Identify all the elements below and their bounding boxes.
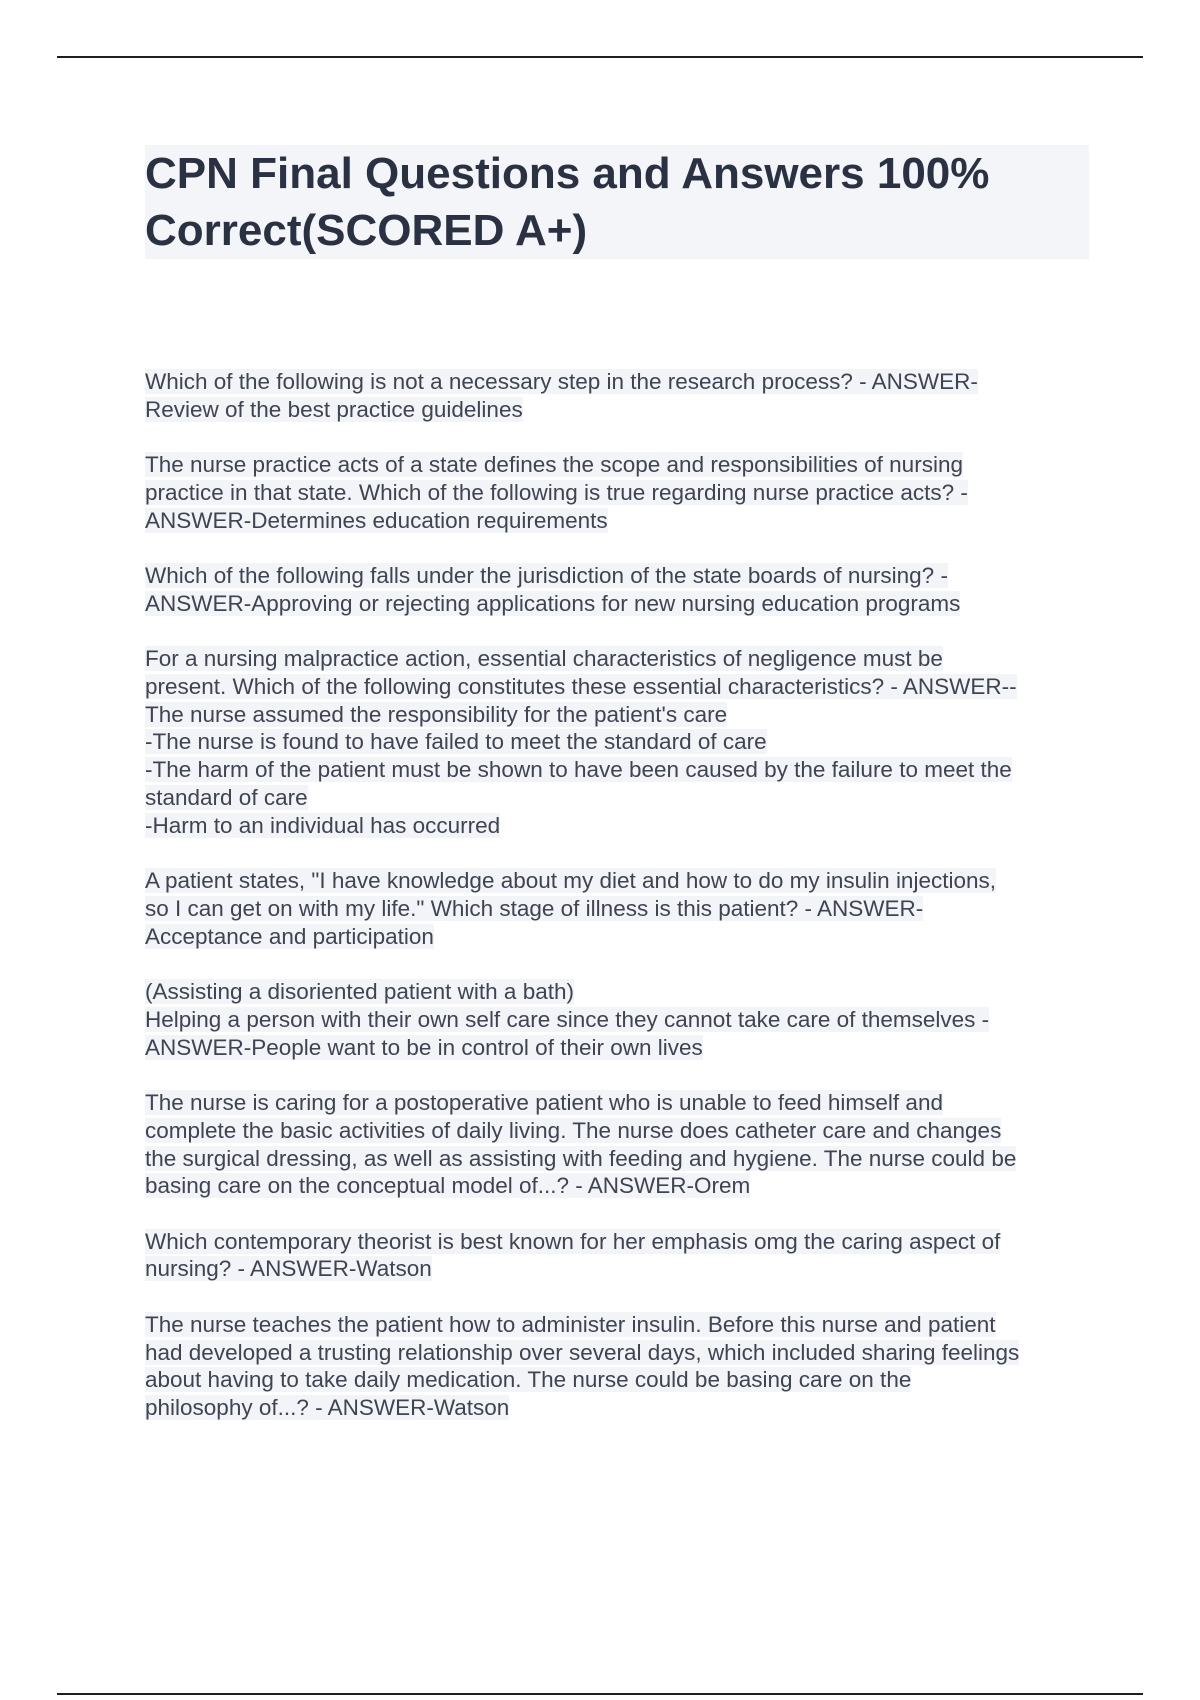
bottom-divider (57, 1693, 1143, 1695)
qa-item (145, 1228, 1100, 1284)
page-title: CPN Final Questions and Answers 100% Correct(SCORED A+) (145, 145, 1089, 259)
qa-list (145, 368, 1100, 1449)
qa-item (145, 645, 1100, 840)
qa-text: For a nursing malpractice action, essential characteristics of negligence must be present. Which of the following constitutes these essential characteristics? - ANSWER-- The nurse assumed the responsibility for the patient's care -The nurse is found to have failed to meet the standard of care -The harm of the patient must be shown to have been caused by the failure to meet the standard of care -Harm to an individual has occurred (145, 646, 1017, 838)
qa-text: Which of the following is not a necessary step in the research process? - ANSWER- Review of the best practice guidelines (145, 369, 978, 422)
qa-item (145, 867, 1100, 950)
top-divider (57, 56, 1143, 58)
qa-item (145, 368, 1100, 424)
qa-text: The nurse is caring for a postoperative patient who is unable to feed himself and complete the basic activities of daily living. The nurse does catheter care and changes the surgical dressing, as well as assisting with feeding and hygiene. The nurse could be basing care on the conceptual model of...? - ANSWER-Orem (145, 1089, 1017, 1199)
qa-item (145, 451, 1100, 534)
qa-item (145, 978, 1100, 1061)
qa-item (145, 1089, 1100, 1200)
qa-text: (Assisting a disoriented patient with a bath) Helping a person with their own self care since they cannot take care of themselves - ANSWER-People want to be in control of their own lives (145, 979, 990, 1060)
qa-text: The nurse teaches the patient how to administer insulin. Before this nurse and patient had developed a trusting relationship over several days, which included sharing feelings about having to take daily medication. The nurse could be basing care on the philosophy of...? - ANSWER-Watson (145, 1311, 1020, 1421)
qa-item (145, 562, 1100, 618)
qa-item (145, 1311, 1100, 1422)
qa-text: The nurse practice acts of a state defines the scope and responsibilities of nursing practice in that state. Which of the following is true regarding nurse practice acts? - ANSWER-Determines education requirements (145, 452, 968, 533)
qa-text: Which of the following falls under the jurisdiction of the state boards of nursing? - ANSWER-Approving or rejecting applications for new nursing education programs (145, 562, 961, 616)
qa-text: A patient states, "I have knowledge about my diet and how to do my insulin injections, so I can get on with my life." Which stage of illness is this patient? - ANSWER- Acceptance and participation (145, 868, 996, 949)
qa-text: Which contemporary theorist is best known for her emphasis omg the caring aspect of nursing? - ANSWER-Watson (145, 1228, 1001, 1282)
